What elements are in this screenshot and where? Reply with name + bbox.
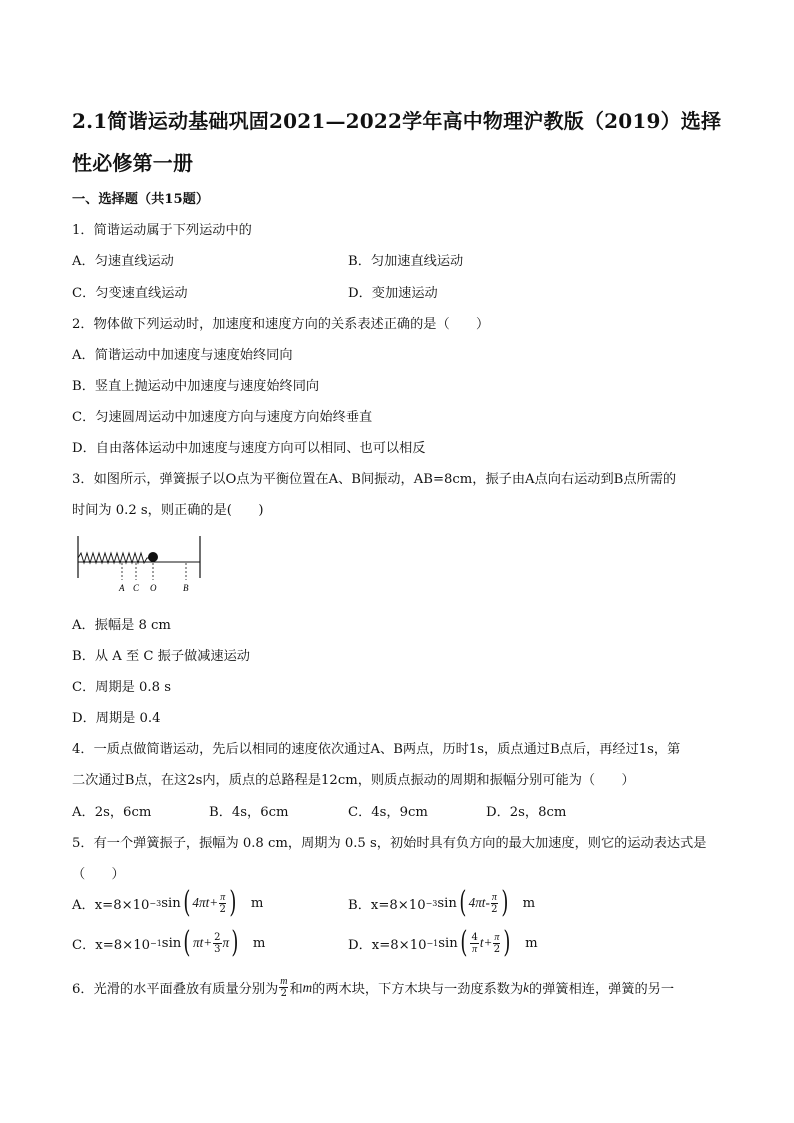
q5c-unit: m — [252, 935, 266, 951]
q4-stem-line1: 4．一质点做简谐运动，先后以相同的速度依次通过A、B两点，历时1s，质点通过B点后，再经过1s，第 — [72, 742, 681, 757]
q6-frac-den: 2 — [280, 988, 287, 999]
q5c-sin: sin — [161, 935, 182, 951]
q6-m: m — [302, 979, 313, 995]
q3-option-d: D．周期是 0.4 — [72, 711, 161, 726]
q5a-inner: 4πt+ — [192, 895, 219, 910]
q4-stem-line2: 二次通过B点，在这2s内，质点的总路程是12cm，则质点振动的周期和振幅分别可能为（ ） — [72, 773, 635, 788]
q5b-lparen: ( — [459, 885, 467, 920]
q5c-exponent: −1 — [150, 938, 162, 948]
q3-stem-line1: 3．如图所示，弹簧振子以O点为平衡位置在A、B间振动，AB=8cm，振子由A点向右运动到B点所需的 — [72, 472, 677, 487]
q5-option-d — [348, 925, 538, 960]
q5c-prefix: C．x=8×10 — [72, 937, 150, 953]
q5d-fraction-2 — [493, 932, 500, 955]
q6-mass-fraction — [279, 976, 288, 999]
q5b-exponent: −3 — [425, 898, 438, 908]
q5b-inner: 4πt- — [468, 895, 490, 910]
q5d-inner: t+ — [479, 935, 493, 950]
q5c-inner: πt+ — [193, 935, 213, 950]
q5b-frac-num: π — [491, 891, 497, 903]
label-a: A — [119, 583, 125, 593]
q5d-frac1-num: 4 — [471, 931, 478, 943]
q5c-pi: π — [222, 935, 230, 950]
spring-oscillator-figure — [74, 532, 206, 596]
q5a-exponent: −3 — [149, 898, 162, 908]
q5a-fraction — [219, 892, 226, 915]
q5c-rparen: ) — [231, 925, 239, 960]
q5d-prefix: D．x=8×10 — [348, 937, 427, 953]
q5-stem-line1: 5．有一个弹簧振子，振幅为 0.8 cm，周期为 0.5 s，初始时具有负方向的最大加速度，则它的运动表达式是 — [72, 836, 707, 851]
oscillator-ball — [148, 552, 158, 562]
q5d-rparen: ) — [503, 925, 511, 960]
q6-stem-a: 6．光滑的水平面叠放有质量分别为 — [72, 982, 279, 997]
label-o: O — [150, 583, 157, 593]
q4-option-d: D．2s，8cm — [486, 805, 567, 820]
q5d-frac2-den: 2 — [493, 943, 501, 955]
section-heading: 一、选择题（共15题） — [72, 192, 210, 207]
q5d-fraction-1 — [470, 932, 478, 955]
q5-stem-line2: （ ） — [72, 867, 125, 882]
q5b-unit: m — [522, 895, 536, 911]
q5b-rparen: ) — [501, 885, 509, 920]
q5-option-a — [72, 885, 264, 920]
q4-option-b: B．4s，6cm — [209, 805, 289, 820]
q5c-frac-den: 3 — [214, 943, 221, 955]
q4-option-c: C．4s，9cm — [348, 805, 428, 820]
q5a-prefix: A．x=8×10 — [72, 897, 150, 913]
q5b-sin: sin — [437, 895, 457, 911]
q1-option-d: D．变加速运动 — [348, 286, 438, 301]
q6-stem-c: 的两木块，下方木块与一劲度系数为 — [312, 982, 524, 997]
q5d-frac2-num: π — [494, 931, 500, 943]
q2-option-a: A．简谐运动中加速度与速度始终同向 — [72, 348, 293, 363]
q1-option-a: A．匀速直线运动 — [72, 254, 174, 269]
q6-stem-b: 和 — [289, 982, 303, 997]
q5c-fraction — [213, 932, 221, 955]
q5b-prefix: B．x=8×10 — [348, 897, 426, 913]
q5c-lparen: ( — [183, 925, 191, 960]
q5d-frac1-den: π — [472, 943, 478, 955]
q5a-lparen: ( — [183, 885, 191, 920]
q4-option-a: A．2s，6cm — [72, 805, 152, 820]
q5d-sin: sin — [438, 935, 458, 951]
q5d-exponent: −1 — [426, 938, 439, 948]
q5-option-b — [348, 885, 536, 920]
q5d-lparen: ( — [460, 925, 468, 960]
q2-stem: 2．物体做下列运动时，加速度和速度方向的关系表述正确的是（ ） — [72, 317, 490, 332]
q6-stem — [72, 976, 674, 999]
q6-stem-d: 的弹簧相连，弹簧的另一 — [529, 982, 675, 997]
q5d-unit: m — [525, 935, 538, 951]
q3-option-b: B．从 A 至 C 振子做减速运动 — [72, 649, 250, 664]
q5a-sin: sin — [161, 895, 181, 911]
q1-stem: 1．简谐运动属于下列运动中的 — [72, 223, 252, 238]
q6-frac-num: m — [280, 976, 288, 987]
q6-k: k — [523, 979, 530, 995]
q1-option-b: B．匀加速直线运动 — [348, 254, 464, 269]
q3-option-c: C．周期是 0.8 s — [72, 680, 171, 695]
q5-option-c — [72, 925, 266, 960]
q2-option-d: D．自由落体运动中加速度与速度方向可以相同、也可以相反 — [72, 441, 426, 456]
label-c: C — [133, 583, 140, 593]
q5a-frac-num: π — [220, 891, 226, 903]
q3-option-a: A．振幅是 8 cm — [72, 618, 171, 633]
q2-option-c: C．匀速圆周运动中加速度方向与速度方向始终垂直 — [72, 410, 373, 425]
document-title: 2.1简谐运动基础巩固2021—2022学年高中物理沪教版（2019）选择性必修第一册 — [72, 109, 722, 175]
q5b-fraction — [491, 892, 498, 915]
q5b-frac-den: 2 — [491, 903, 498, 915]
q5a-unit: m — [250, 895, 264, 911]
q5a-rparen: ) — [229, 885, 237, 920]
q2-option-b: B．竖直上抛运动中加速度与速度始终同向 — [72, 379, 320, 394]
q5c-frac-num: 2 — [214, 931, 221, 943]
q1-option-c: C．匀变速直线运动 — [72, 286, 188, 301]
q5a-frac-den: 2 — [219, 903, 226, 915]
q3-stem-line2: 时间为 0.2 s，则正确的是( ) — [72, 503, 264, 518]
label-b: B — [183, 583, 189, 593]
